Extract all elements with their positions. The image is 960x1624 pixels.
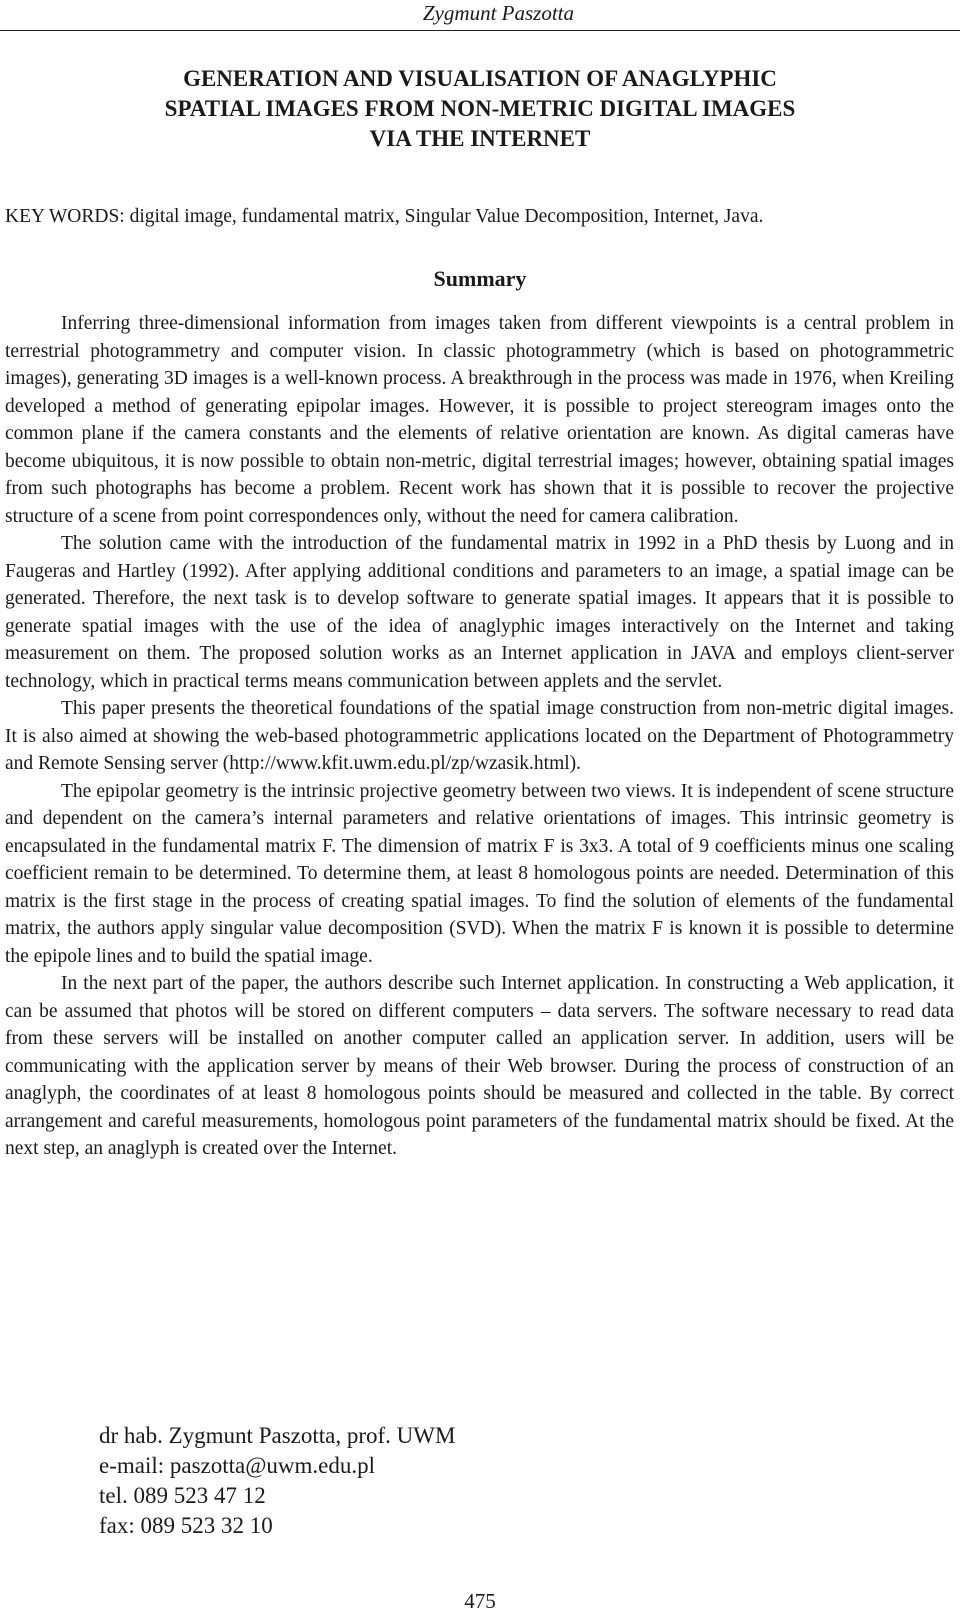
summary-paragraph: The solution came with the introduction of the fundamental matrix in 1992 in a PhD thesis by Luong and in Faugeras and Hartley (1992). After applying additional conditions and parameters to an image, a spatial image can be generated. Therefore, the next task is to develop software to generate spatial images. It appears that it is possible to generate spatial images with the use of the idea of anaglyphic images interactively on the Internet and taking measurement on them. The proposed solution works as an Internet application in JAVA and employs client-server technology, which in practical terms means communication between applets and the servlet.: [5, 533, 954, 692]
author-email: e-mail: paszotta@uwm.edu.pl: [99, 1453, 376, 1478]
summary-heading: Summary: [433, 266, 527, 291]
summary-paragraph: This paper presents the theoretical foundations of the spatial image construction from non-metric digital images. It is also aimed at showing the web-based photogrammetric applications located on the Department of Photogrammetry and Remote Sensing server (http://www.kfit.uwm.edu.pl/zp/wzasik.html).: [5, 698, 954, 774]
summary-body: [5, 310, 954, 1163]
author-contact: [99, 1421, 455, 1541]
page-number: 475: [464, 1589, 496, 1613]
keywords: KEY WORDS: digital image, fundamental matrix, Singular Value Decomposition, Internet, Java.: [5, 206, 764, 227]
paper-title: [0, 64, 960, 154]
title-line: GENERATION AND VISUALISATION OF ANAGLYPHIC: [183, 66, 777, 91]
summary-paragraph: In the next part of the paper, the authors describe such Internet application. In constructing a Web application, it can be assumed that photos will be stored on different computers – data servers. The software necessary to read data from these servers will be installed on another computer called an application server. In addition, users will be communicating with the application server by means of their Web browser. During the process of construction of an anaglyph, the coordinates of at least 8 homologous points should be measured and collected in the table. By correct arrangement and careful measurements, homologous point parameters of the fundamental matrix should be fixed. At the next step, an anaglyph is created over the Internet.: [5, 973, 954, 1159]
running-head: Zygmunt Paszotta: [422, 1, 574, 25]
summary-paragraph: The epipolar geometry is the intrinsic projective geometry between two views. It is independent of scene structure and dependent on the camera’s internal parameters and relative orientations of images. This intrinsic geometry is encapsulated in the fundamental matrix F. The dimension of matrix F is 3x3. A total of 9 coefficients minus one scaling coefficient remain to be determined. To determine them, at least 8 homologous points are needed. Determination of this matrix is the first stage in the process of creating spatial images. To find the solution of elements of the fundamental matrix, the authors apply singular value decomposition (SVD). When the matrix F is known it is possible to determine the epipole lines and to build the spatial image.: [5, 780, 954, 967]
author-name: dr hab. Zygmunt Paszotta, prof. UWM: [99, 1423, 456, 1448]
summary-paragraph: Inferring three-dimensional information from images taken from different viewpoints is a central problem in terrestrial photogrammetry and computer vision. In classic photogrammetry (which is based on photogrammetric images), generating 3D images is a well-known process. A breakthrough in the process was made in 1976, when Kreiling developed a method of generating epipolar images. However, it is possible to project stereogram images onto the common plane if the camera constants and the elements of relative orientation are known. As digital cameras have become ubiquitous, it is now possible to obtain non-metric, digital terrestrial images; however, obtaining spatial images from such photographs has become a problem. Recent work has shown that it is possible to recover the projective structure of a scene from point correspondences only, without the need for camera calibration.: [5, 313, 954, 527]
title-line: VIA THE INTERNET: [369, 126, 591, 151]
title-line: SPATIAL IMAGES FROM NON-METRIC DIGITAL IMAGES: [164, 96, 796, 121]
author-fax: fax: 089 523 32 10: [99, 1513, 273, 1538]
header-rule: [0, 30, 960, 31]
author-phone: tel. 089 523 47 12: [99, 1483, 266, 1508]
